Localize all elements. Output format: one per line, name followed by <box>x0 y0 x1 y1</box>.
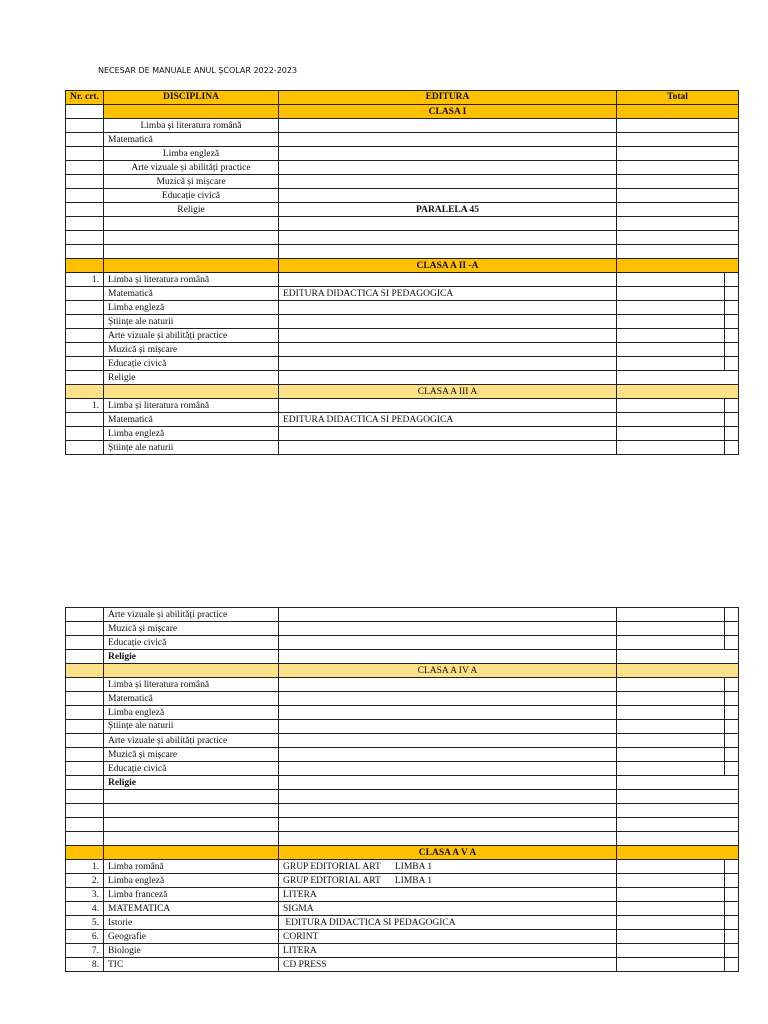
row-number: 1. <box>66 860 104 874</box>
editura-header: EDITURA <box>279 91 617 105</box>
table-row <box>66 161 739 175</box>
discipline-cell: Muzică și mișcare <box>104 748 279 762</box>
table-row <box>66 273 739 287</box>
publisher-cell: LITERA <box>279 888 617 902</box>
publisher-cell <box>279 301 617 315</box>
publisher-cell <box>279 371 617 385</box>
discipline-cell: Științe ale naturii <box>104 720 279 734</box>
discipline-cell: Muzică și mișcare <box>104 343 279 357</box>
discipline-cell: Religie <box>104 203 279 217</box>
table-row <box>66 874 739 888</box>
section-row-clasa-3 <box>66 385 739 399</box>
publisher-cell: LITERA <box>279 944 617 958</box>
publisher-cell <box>279 133 617 147</box>
table-row <box>66 958 739 972</box>
publisher-cell <box>279 441 617 455</box>
empty-row <box>66 804 739 818</box>
section-row-clasa-4 <box>66 664 739 678</box>
discipline-cell: Educație civică <box>104 762 279 776</box>
publisher-cell: GRUP EDITORIAL ART LIMBA 1 <box>279 860 617 874</box>
publisher-cell: PARALELA 45 <box>279 203 617 217</box>
table-row <box>66 776 739 790</box>
table-row <box>66 608 739 622</box>
discipline-cell: Limba engleză <box>104 301 279 315</box>
table-row <box>66 930 739 944</box>
publisher-cell <box>279 175 617 189</box>
table-row <box>66 692 739 706</box>
row-number <box>66 301 104 315</box>
row-number <box>66 329 104 343</box>
publisher-cell <box>279 427 617 441</box>
discipline-cell: Educație civică <box>104 357 279 371</box>
table-row <box>66 678 739 692</box>
row-number <box>66 287 104 301</box>
discipline-cell: Limba engleză <box>104 427 279 441</box>
publisher-cell: GRUP EDITORIAL ART LIMBA 1 <box>279 874 617 888</box>
row-number <box>66 371 104 385</box>
discipline-cell: Limba franceză <box>104 888 279 902</box>
table-row <box>66 888 739 902</box>
row-number: 4. <box>66 902 104 916</box>
row-number <box>66 357 104 371</box>
publisher-cell <box>279 329 617 343</box>
discipline-cell: Biologie <box>104 944 279 958</box>
discipline-cell: Geografie <box>104 930 279 944</box>
discipline-cell: Muzică și mișcare <box>104 175 279 189</box>
publisher-cell <box>279 357 617 371</box>
table-row <box>66 902 739 916</box>
manuals-table-page-2 <box>65 607 739 972</box>
row-number: 2. <box>66 874 104 888</box>
discipline-cell: Matematică <box>104 287 279 301</box>
table-row <box>66 720 739 734</box>
empty-row <box>66 245 739 259</box>
table-row <box>66 357 739 371</box>
publisher-cell: CD PRESS <box>279 958 617 972</box>
publisher-cell: SIGMA <box>279 902 617 916</box>
manuals-table-page-1 <box>65 90 739 455</box>
discipline-cell: Religie <box>104 650 279 664</box>
row-number: 5. <box>66 916 104 930</box>
row-number <box>66 441 104 455</box>
table-row <box>66 147 739 161</box>
empty-row <box>66 818 739 832</box>
table-row <box>66 762 739 776</box>
discipline-cell: Arte vizuale și abilități practice <box>104 161 279 175</box>
table-row <box>66 133 739 147</box>
nr-crt-header: Nr. crt. <box>66 91 104 105</box>
section-title: CLASA A IV A <box>279 664 617 678</box>
publisher-cell: EDITURA DIDACTICA SI PEDAGOGICA <box>279 413 617 427</box>
publisher-cell <box>279 119 617 133</box>
empty-row <box>66 217 739 231</box>
discipline-cell: Matematică <box>104 133 279 147</box>
discipline-cell: Educație civică <box>104 636 279 650</box>
table-row <box>66 944 739 958</box>
table-row <box>66 860 739 874</box>
row-number <box>66 315 104 329</box>
table-row <box>66 413 739 427</box>
discipline-cell: Limba și literatura română <box>104 678 279 692</box>
table-row <box>66 189 739 203</box>
publisher-cell <box>279 189 617 203</box>
row-number: 1. <box>66 399 104 413</box>
table-row <box>66 119 739 133</box>
discipline-cell: Științe ale naturii <box>104 315 279 329</box>
table-row <box>66 329 739 343</box>
discipline-cell: Limba engleză <box>104 147 279 161</box>
table-row <box>66 287 739 301</box>
table-row <box>66 650 739 664</box>
discipline-cell: Arte vizuale și abilități practice <box>104 608 279 622</box>
empty-row <box>66 832 739 846</box>
discipline-cell: Matematică <box>104 692 279 706</box>
row-number <box>66 413 104 427</box>
publisher-cell: CORINT <box>279 930 617 944</box>
discipline-cell: Științe ale naturii <box>104 441 279 455</box>
section-row-clasa-1 <box>66 105 739 119</box>
empty-row <box>66 790 739 804</box>
section-title: CLASA A II -A <box>279 259 617 273</box>
row-number <box>66 343 104 357</box>
total-header: Total <box>617 91 739 105</box>
row-number: 3. <box>66 888 104 902</box>
publisher-cell <box>279 399 617 413</box>
discipline-cell: Limba și literatura română <box>104 119 279 133</box>
table-row <box>66 175 739 189</box>
table-row <box>66 441 739 455</box>
table-row <box>66 427 739 441</box>
table-row <box>66 203 739 217</box>
publisher-cell <box>279 147 617 161</box>
row-number: 7. <box>66 944 104 958</box>
discipline-cell: Arte vizuale și abilități practice <box>104 329 279 343</box>
publisher-cell: EDITURA DIDACTICA SI PEDAGOGICA <box>279 916 617 930</box>
table-row <box>66 916 739 930</box>
table-row <box>66 734 739 748</box>
discipline-cell: Limba și literatura română <box>104 399 279 413</box>
table-row <box>66 622 739 636</box>
discipline-cell: Limba și literatura română <box>104 273 279 287</box>
discipline-cell: Arte vizuale și abilități practice <box>104 734 279 748</box>
section-title: CLASA I <box>279 105 617 119</box>
discipline-cell: TIC <box>104 958 279 972</box>
row-number: 6. <box>66 930 104 944</box>
table-row <box>66 399 739 413</box>
section-title: CLASA A III A <box>279 385 617 399</box>
publisher-cell <box>279 273 617 287</box>
table-row <box>66 636 739 650</box>
discipline-cell: Limba engleză <box>104 874 279 888</box>
discipline-cell: Limba engleză <box>104 706 279 720</box>
discipline-cell: Muzică și mișcare <box>104 622 279 636</box>
publisher-cell: EDITURA DIDACTICA SI PEDAGOGICA <box>279 287 617 301</box>
publisher-cell <box>279 315 617 329</box>
row-number: 8. <box>66 958 104 972</box>
discipline-cell: Religie <box>104 371 279 385</box>
discipline-cell: Religie <box>104 776 279 790</box>
section-title: CLASA A V A <box>279 846 617 860</box>
table-row <box>66 315 739 329</box>
table-row <box>66 301 739 315</box>
publisher-cell <box>279 343 617 357</box>
table-row <box>66 371 739 385</box>
disciplina-header: DISCIPLINA <box>104 91 279 105</box>
empty-row <box>66 231 739 245</box>
table-row <box>66 343 739 357</box>
discipline-cell: Educație civică <box>104 189 279 203</box>
discipline-cell: MATEMATICA <box>104 902 279 916</box>
row-number <box>66 427 104 441</box>
table-row <box>66 706 739 720</box>
publisher-cell <box>279 161 617 175</box>
section-row-clasa-5 <box>66 846 739 860</box>
section-row-clasa-2 <box>66 259 739 273</box>
row-number: 1. <box>66 273 104 287</box>
table-row <box>66 748 739 762</box>
discipline-cell: Limba română <box>104 860 279 874</box>
table-header-row <box>66 91 739 105</box>
discipline-cell: Matematică <box>104 413 279 427</box>
document-title: NECESAR DE MANUALE ANUL ȘCOLAR 2022-2023 <box>98 66 298 75</box>
discipline-cell: Istorie <box>104 916 279 930</box>
